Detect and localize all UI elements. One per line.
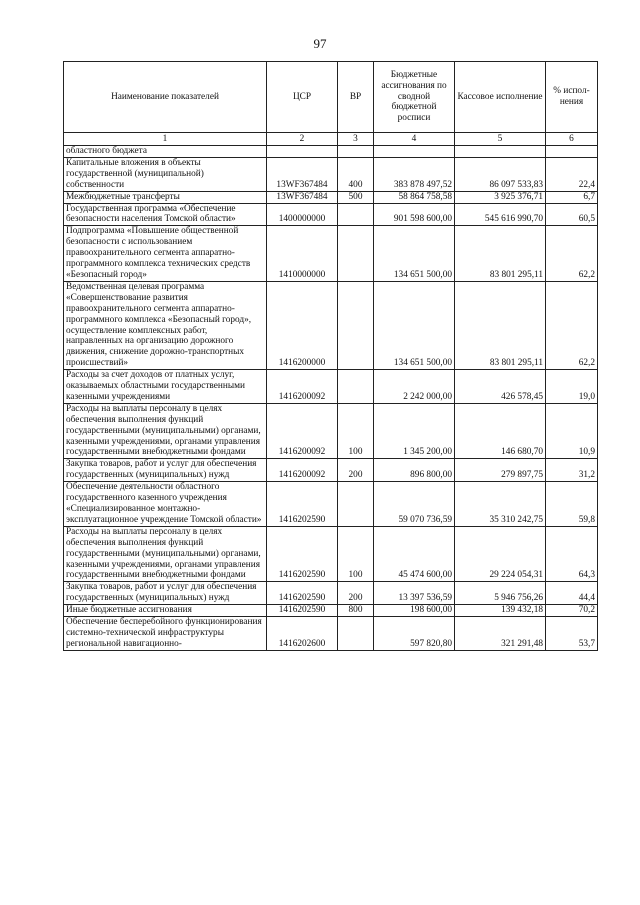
row-cash-amount: 146 680,70 bbox=[455, 403, 546, 459]
row-cash-amount: 5 946 756,26 bbox=[455, 582, 546, 605]
row-vr bbox=[338, 146, 374, 158]
row-cash-amount: 29 224 054,31 bbox=[455, 526, 546, 582]
row-cash-amount: 279 897,75 bbox=[455, 459, 546, 482]
row-budget-amount: 383 878 497,52 bbox=[374, 157, 455, 191]
row-execution-percent: 59,8 bbox=[546, 482, 598, 527]
row-execution-percent: 62,2 bbox=[546, 281, 598, 369]
row-vr bbox=[338, 482, 374, 527]
column-number: 2 bbox=[267, 133, 338, 146]
page-number: 97 bbox=[313, 36, 327, 51]
row-csr: 1416200000 bbox=[267, 281, 338, 369]
header-vr: ВР bbox=[338, 62, 374, 133]
row-budget-amount: 45 474 600,00 bbox=[374, 526, 455, 582]
row-budget-amount: 1 345 200,00 bbox=[374, 403, 455, 459]
row-execution-percent bbox=[546, 146, 598, 158]
table-row bbox=[64, 482, 598, 527]
row-execution-percent: 19,0 bbox=[546, 370, 598, 404]
row-csr: 1400000000 bbox=[267, 203, 338, 226]
row-name: Обеспечение бесперебойного функционирования системно-технической инфраструктуры региональной навигационно- bbox=[64, 617, 267, 651]
header-name: Наименование показателей bbox=[64, 62, 267, 133]
row-csr: 1416200092 bbox=[267, 403, 338, 459]
row-csr: 1416202590 bbox=[267, 526, 338, 582]
row-execution-percent: 62,2 bbox=[546, 226, 598, 282]
row-cash-amount: 83 801 295,11 bbox=[455, 281, 546, 369]
header-pct: % испол-нения bbox=[546, 62, 598, 133]
row-execution-percent: 31,2 bbox=[546, 459, 598, 482]
row-budget-amount: 597 820,80 bbox=[374, 617, 455, 651]
header-budget: Бюджетные ассигнования по сводной бюджетной росписи bbox=[374, 62, 455, 133]
row-cash-amount: 35 310 242,75 bbox=[455, 482, 546, 527]
row-vr bbox=[338, 226, 374, 282]
table-row bbox=[64, 582, 598, 605]
row-name: областного бюджета bbox=[64, 146, 267, 158]
row-vr bbox=[338, 281, 374, 369]
row-csr: 1416202600 bbox=[267, 617, 338, 651]
row-vr: 100 bbox=[338, 526, 374, 582]
row-cash-amount: 86 097 533,83 bbox=[455, 157, 546, 191]
table-row bbox=[64, 617, 598, 651]
row-execution-percent: 70,2 bbox=[546, 605, 598, 617]
row-vr bbox=[338, 617, 374, 651]
row-vr: 100 bbox=[338, 403, 374, 459]
row-cash-amount bbox=[455, 146, 546, 158]
column-number: 5 bbox=[455, 133, 546, 146]
row-name: Закупка товаров, работ и услуг для обеспечения государственных (муниципальных) нужд bbox=[64, 459, 267, 482]
table-row bbox=[64, 157, 598, 191]
table-row bbox=[64, 281, 598, 369]
header-cash: Кассовое исполнение bbox=[455, 62, 546, 133]
table-body bbox=[64, 146, 598, 651]
row-cash-amount: 3 925 376,71 bbox=[455, 191, 546, 203]
row-budget-amount: 198 600,00 bbox=[374, 605, 455, 617]
row-execution-percent: 60,5 bbox=[546, 203, 598, 226]
budget-execution-table bbox=[63, 61, 598, 651]
row-cash-amount: 83 801 295,11 bbox=[455, 226, 546, 282]
column-number-row bbox=[64, 133, 598, 146]
row-budget-amount: 901 598 600,00 bbox=[374, 203, 455, 226]
row-execution-percent: 6,7 bbox=[546, 191, 598, 203]
header-csr: ЦСР bbox=[267, 62, 338, 133]
row-execution-percent: 64,3 bbox=[546, 526, 598, 582]
row-name: Расходы на выплаты персоналу в целях обеспечения выполнения функций государственными (муниципальными) органами, казенными учреждениями, органами управления государственными внебюджетными фондами bbox=[64, 526, 267, 582]
row-cash-amount: 545 616 990,70 bbox=[455, 203, 546, 226]
header-row bbox=[64, 62, 598, 133]
row-csr: 1416202590 bbox=[267, 582, 338, 605]
row-cash-amount: 321 291,48 bbox=[455, 617, 546, 651]
column-number: 4 bbox=[374, 133, 455, 146]
column-number: 6 bbox=[546, 133, 598, 146]
table-row bbox=[64, 191, 598, 203]
row-name: Расходы на выплаты персоналу в целях обеспечения выполнения функций государственными (муниципальными) органами, казенными учреждениями, органами управления государственными внебюджетными фондами bbox=[64, 403, 267, 459]
row-budget-amount: 134 651 500,00 bbox=[374, 281, 455, 369]
row-name: Межбюджетные трансферты bbox=[64, 191, 267, 203]
table-row bbox=[64, 370, 598, 404]
row-vr: 200 bbox=[338, 459, 374, 482]
row-name: Иные бюджетные ассигнования bbox=[64, 605, 267, 617]
row-name: Закупка товаров, работ и услуг для обеспечения государственных (муниципальных) нужд bbox=[64, 582, 267, 605]
table-row bbox=[64, 226, 598, 282]
row-execution-percent: 44,4 bbox=[546, 582, 598, 605]
row-csr bbox=[267, 146, 338, 158]
row-csr: 1416202590 bbox=[267, 482, 338, 527]
table-header bbox=[64, 62, 598, 146]
row-budget-amount bbox=[374, 146, 455, 158]
row-name: Обеспечение деятельности областного государственного казенного учреждения «Специализированное монтажно-эксплуатационное учреждение Томской области» bbox=[64, 482, 267, 527]
table-row bbox=[64, 526, 598, 582]
table-row bbox=[64, 146, 598, 158]
row-vr: 400 bbox=[338, 157, 374, 191]
row-execution-percent: 22,4 bbox=[546, 157, 598, 191]
row-vr: 800 bbox=[338, 605, 374, 617]
table-row bbox=[64, 459, 598, 482]
row-vr: 500 bbox=[338, 191, 374, 203]
row-csr: 13WF367484 bbox=[267, 191, 338, 203]
row-csr: 1416200092 bbox=[267, 459, 338, 482]
row-name: Государственная программа «Обеспечение безопасности населения Томской области» bbox=[64, 203, 267, 226]
row-budget-amount: 59 070 736,59 bbox=[374, 482, 455, 527]
row-vr bbox=[338, 370, 374, 404]
table-row bbox=[64, 403, 598, 459]
table-row bbox=[64, 203, 598, 226]
row-budget-amount: 58 864 758,58 bbox=[374, 191, 455, 203]
row-budget-amount: 134 651 500,00 bbox=[374, 226, 455, 282]
row-vr: 200 bbox=[338, 582, 374, 605]
row-budget-amount: 2 242 000,00 bbox=[374, 370, 455, 404]
row-budget-amount: 13 397 536,59 bbox=[374, 582, 455, 605]
row-cash-amount: 139 432,18 bbox=[455, 605, 546, 617]
row-csr: 1410000000 bbox=[267, 226, 338, 282]
row-csr: 13WF367484 bbox=[267, 157, 338, 191]
row-vr bbox=[338, 203, 374, 226]
row-csr: 1416202590 bbox=[267, 605, 338, 617]
row-execution-percent: 10,9 bbox=[546, 403, 598, 459]
row-name: Подпрограмма «Повышение общественной безопасности с использованием правоохранительного сегмента аппаратно-программного комплекса технических средств «Безопасный город» bbox=[64, 226, 267, 282]
row-name: Капитальные вложения в объекты государственной (муниципальной) собственности bbox=[64, 157, 267, 191]
column-number: 3 bbox=[338, 133, 374, 146]
row-name: Ведомственная целевая программа «Совершенствование развития правоохранительного сегмента аппаратно-программного комплекса «Безопасный город», осуществление комплексных работ, направленных на организацию дорожного движения, снижение дорожно-транспортных происшествий» bbox=[64, 281, 267, 369]
row-budget-amount: 896 800,00 bbox=[374, 459, 455, 482]
row-cash-amount: 426 578,45 bbox=[455, 370, 546, 404]
row-csr: 1416200092 bbox=[267, 370, 338, 404]
column-number: 1 bbox=[64, 133, 267, 146]
table-row bbox=[64, 605, 598, 617]
row-name: Расходы за счет доходов от платных услуг, оказываемых областными государственными казенными учреждениями bbox=[64, 370, 267, 404]
row-execution-percent: 53,7 bbox=[546, 617, 598, 651]
